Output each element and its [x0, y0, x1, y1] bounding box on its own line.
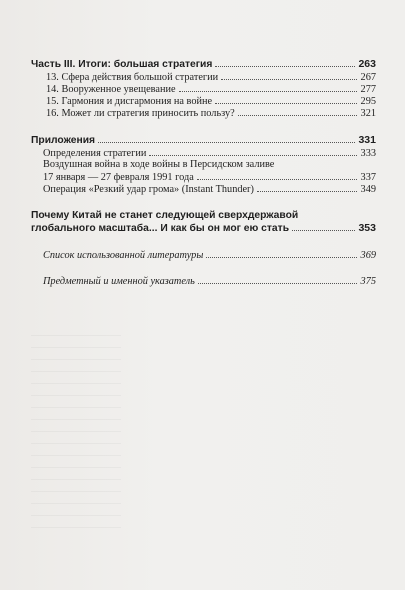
toc-entry-page: 331 [358, 134, 376, 146]
dot-leader [198, 275, 357, 284]
toc-entry-literature[interactable] [31, 249, 376, 261]
toc-entry-page: 375 [360, 276, 376, 287]
dot-leader [179, 83, 357, 92]
toc-entry-title: 14. Вооруженное увещевание [46, 84, 176, 95]
toc-entry-page: 321 [360, 108, 376, 119]
bleed-through-text [31, 335, 121, 535]
toc-entry-page: 353 [358, 222, 376, 234]
toc-entry-title: 17 января — 27 февраля 1991 года [43, 172, 194, 183]
toc-entry-page: 263 [358, 58, 376, 70]
dot-leader [292, 222, 355, 231]
toc-entry-title: Часть III. Итоги: большая стратегия [31, 59, 213, 70]
toc-entry-page: 369 [360, 250, 376, 261]
table-of-contents [31, 58, 376, 287]
toc-entry-appendix[interactable] [31, 134, 376, 147]
toc-entry-page: 333 [360, 148, 376, 159]
toc-entry-title: 13. Сфера действия большой стратегии [46, 72, 219, 83]
toc-entry-page: 277 [360, 84, 376, 95]
toc-entry-page: 295 [360, 96, 376, 107]
toc-entry-title: 15. Гармония и дисгармония на войне [46, 96, 213, 107]
toc-entry-part3[interactable] [31, 58, 376, 71]
toc-entry-definitions[interactable] [31, 147, 376, 159]
toc-entry-page: 349 [360, 184, 376, 195]
toc-entry-airwar-line1[interactable]: Воздушная война в ходе войны в Персидском заливе [43, 159, 275, 170]
toc-entry-china[interactable] [31, 209, 376, 235]
toc-entry-title: Приложения [31, 135, 96, 146]
toc-entry-title: Операция «Резкий удар грома» (Instant Thunder) [43, 184, 254, 195]
toc-entry-index[interactable] [31, 275, 376, 287]
dot-leader [98, 134, 355, 143]
toc-entry-title: Предметный и именной указатель [43, 276, 195, 287]
dot-leader [197, 171, 357, 180]
toc-entry-page: 337 [360, 172, 376, 183]
toc-entry-title: Определения стратегии [43, 148, 147, 159]
toc-entry-chapter-14[interactable] [31, 83, 376, 95]
toc-entry-title-line2: глобального масштаба... И как бы он мог ею стать [31, 223, 290, 234]
dot-leader [257, 183, 357, 192]
toc-entry-instant-thunder[interactable] [31, 183, 376, 195]
dot-leader [149, 147, 357, 156]
dot-leader [215, 95, 357, 104]
dot-leader [206, 249, 357, 258]
toc-entry-title: 16. Может ли стратегия приносить пользу? [46, 108, 235, 119]
toc-entry-chapter-16[interactable] [31, 107, 376, 119]
toc-entry-title: Список использованной литературы [43, 250, 204, 261]
dot-leader [238, 107, 357, 116]
toc-entry-airwar-line2[interactable] [31, 171, 376, 183]
toc-entry-chapter-13[interactable] [31, 71, 376, 83]
dot-leader [215, 58, 355, 67]
toc-entry-chapter-15[interactable] [31, 95, 376, 107]
dot-leader [221, 71, 357, 80]
toc-entry-page: 267 [360, 72, 376, 83]
toc-entry-title-line1: Почему Китай не станет следующей сверхдержавой [31, 210, 299, 221]
